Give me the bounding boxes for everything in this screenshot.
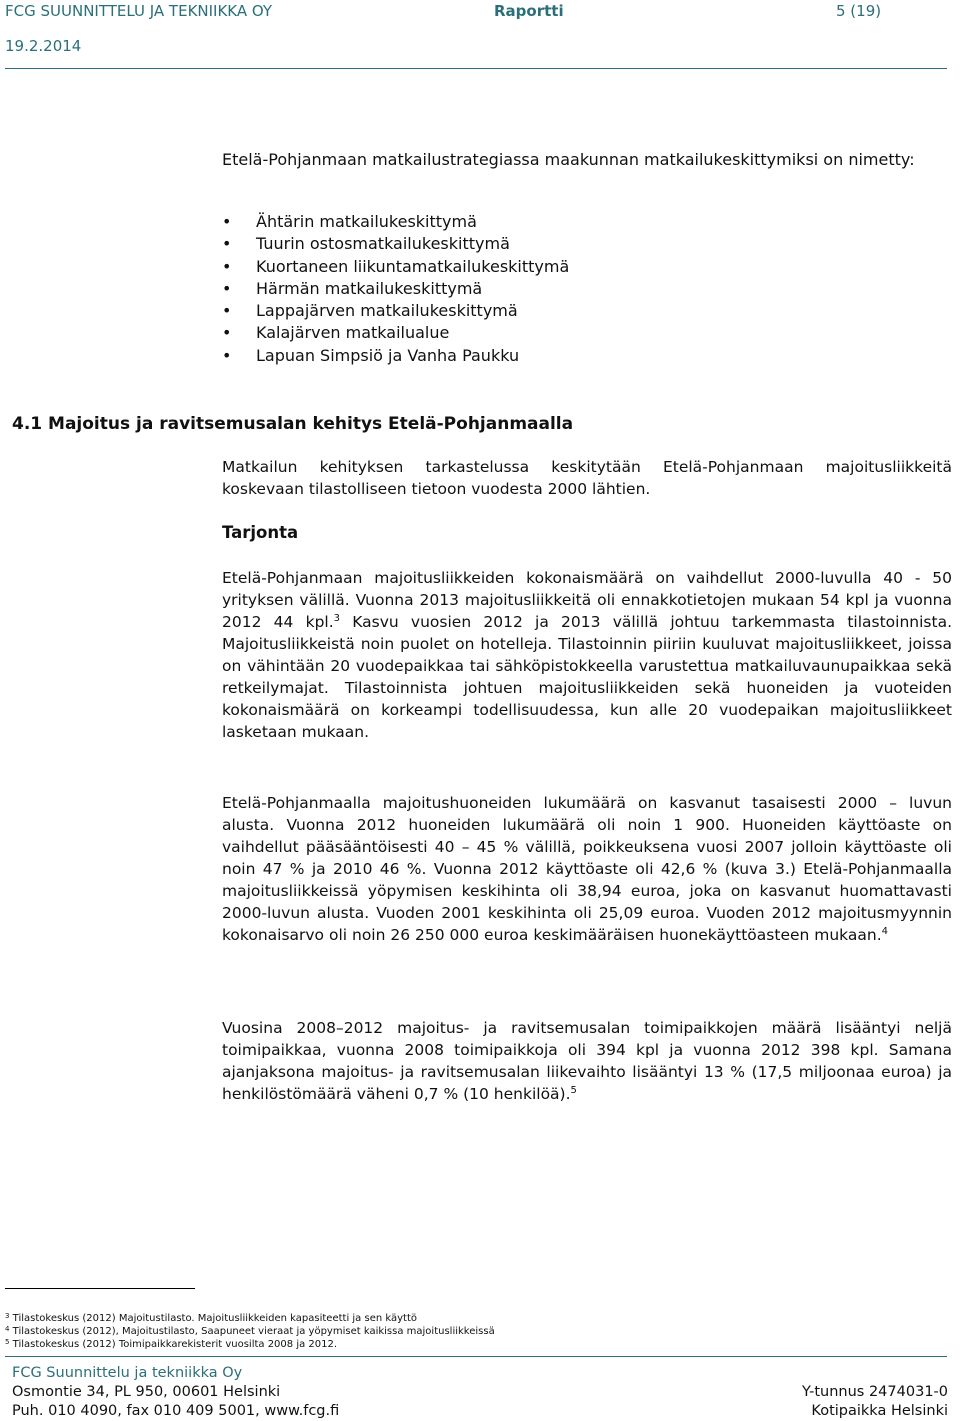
footer-contact: Puh. 010 4090, fax 010 409 5001, www.fcg.fi (12, 1403, 340, 1419)
header-date: 19.2.2014 (5, 37, 82, 55)
keskittymat-list (222, 211, 569, 367)
intro-paragraph: Etelä-Pohjanmaan matkailustrategiassa maakunnan matkailukeskittymiksi on nimetty: (222, 150, 915, 169)
footer-divider (5, 1356, 947, 1357)
list-item: • Tuurin ostosmatkailukeskittymä (222, 233, 569, 255)
footnote: $^5$ Tilastokeskus (2012) Toimipaikkarekisterit vuosilta 2008 ja 2012. (5, 1338, 338, 1350)
footnote-ref-3: 3 (333, 613, 341, 624)
footnote-divider (5, 1288, 195, 1289)
header-page-number: 5 (19) (836, 2, 882, 20)
footnote-ref-5: 5 (570, 1085, 577, 1096)
list-item: • Lapuan Simpsiö ja Vanha Paukku (222, 345, 569, 367)
list-item: • Kuortaneen liikuntamatkailukeskittymä (222, 256, 569, 278)
list-item: • Lappajärven matkailukeskittymä (222, 300, 569, 322)
subheading-tarjonta: Tarjonta (222, 523, 299, 542)
footer-domicile: Kotipaikka Helsinki (811, 1403, 948, 1419)
header-doc-type: Raportti (494, 2, 564, 20)
paragraph-4: Vuosina 2008–2012 majoitus- ja ravitsemusalan toimipaikkojen määrä lisääntyi neljä toimipaikkaa, vuonna 2008 toimipaikkoja oli 394 kpl ja vuonna 2012 398 kpl. Samana ajanjaksona majoitus- ja ravitsemusalan liikevaihto lisääntyi 13 % (17,5 miljoonaa euroa) ja henkilöstömäärä väheni 0,7 % (10 henkilöä).$^5$ (222, 1019, 952, 1103)
section-heading: 4.1 Majoitus ja ravitsemusalan kehitys Etelä-Pohjanmaalla (12, 414, 574, 434)
paragraph-2: Etelä-Pohjanmaan majoitusliikkeiden kokonaismäärä on vaihdellut 2000-luvulla 40 - 50 yrityksen välillä. Vuonna 2013 majoitusliikkeitä oli ennakkotietojen mukaan 54 kpl ja vuonna 2012 44 kpl.$^3$ Kasvu vuosien 2012 ja 2013 välillä johtuu tarkemmasta tilastoinnista. Majoitusliikkeistä noin puolet on hotelleja. Tilastoinnin piiriin kuuluvat majoitusliikkeet, joissa on vähintään 20 vuodepaikkaa tai sähköpistokkeella varustettua matkailuvaunupaikkaa sekä retkeilymajat. Tilastoinnista johtuen majoitusliikkeiden sekä huoneiden ja vuoteiden kokonaismäärä on korkeampi todellisuudessa, kun alle 20 vuodepaikan majoitusliikkeet lasketaan mukaan. (222, 569, 953, 741)
header-company: FCG SUUNNITTELU JA TEKNIIKKA OY (5, 2, 273, 20)
footer-company: FCG Suunnittelu ja tekniikka Oy (12, 1365, 243, 1381)
footnote: $^3$ Tilastokeskus (2012) Majoitustilasto. Majoitusliikkeiden kapasiteetti ja sen käyttö (5, 1312, 417, 1324)
footnote: $^4$ Tilastokeskus (2012), Majoitustilasto, Saapuneet vieraat ja yöpymiset kaikissa majoitusliikkeissä (5, 1325, 495, 1337)
footer-address: Osmontie 34, PL 950, 00601 Helsinki (12, 1384, 281, 1400)
paragraph-1: Matkailun kehityksen tarkastelussa keskitytään Etelä-Pohjanmaan majoitusliikkeitä koskevaan tilastolliseen tietoon vuodesta 2000 lähtien. (222, 458, 952, 498)
header-divider (5, 68, 947, 69)
list-item: • Härmän matkailukeskittymä (222, 278, 569, 300)
list-item: • Kalajärven matkailualue (222, 322, 569, 344)
footer-business-id: Y-tunnus 2474031-0 (801, 1384, 948, 1400)
paragraph-3: Etelä-Pohjanmaalla majoitushuoneiden lukumäärä on kasvanut tasaisesti 2000 – luvun alusta. Vuonna 2012 huoneiden lukumäärä oli noin 1 900. Huoneiden käyttöaste on vaihdellut pääsääntöisesti 40 – 45 % välillä, poikkeuksena vuosi 2007 jolloin käyttöaste oli noin 47 % ja 2010 46 %. Vuonna 2012 käyttöaste oli 42,6 % (kuva 3.) Etelä-Pohjanmaalla majoitusliikkeissä yöpymisen keskihinta oli 38,94 euroa, joka on kasvanut huomattavasti 2000-luvun alusta. Vuoden 2001 keskihinta oli 25,09 euroa. Vuoden 2012 majoitusmyynnin kokonaisarvo oli noin 26 250 000 euroa keskimääräisen huonekäyttöasteen mukaan.$^4$ (222, 794, 952, 944)
list-item: • Ähtärin matkailukeskittymä (222, 211, 569, 233)
footnotes (5, 1312, 905, 1351)
footnote-ref-4: 4 (881, 926, 889, 937)
